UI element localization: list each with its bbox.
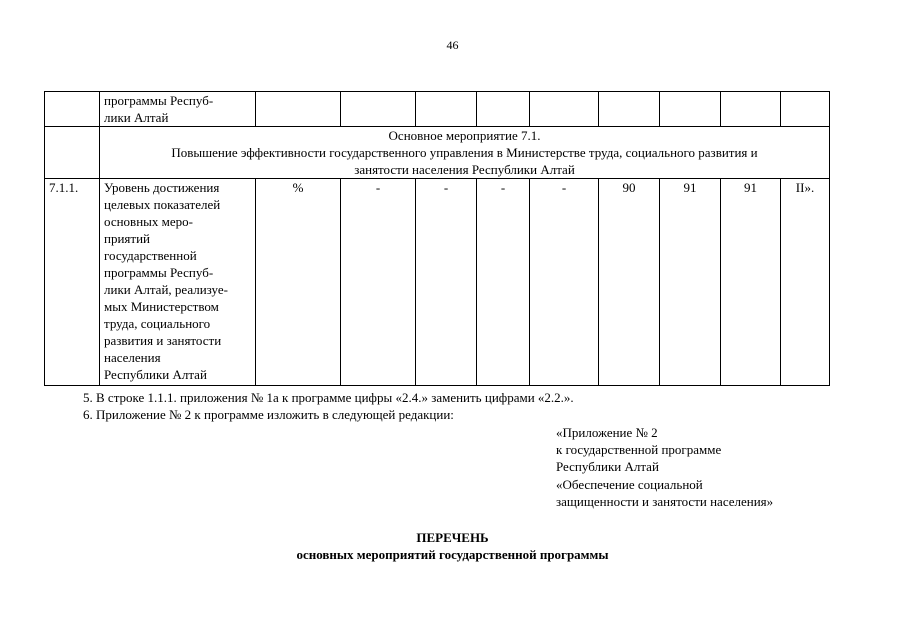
section-header-cell xyxy=(100,127,830,179)
list-subtitle: основных мероприятий государственной программы xyxy=(296,547,609,562)
table-cell xyxy=(416,92,477,127)
table-cell-indicator-text: программы Респуб- лики Алтай xyxy=(100,92,256,127)
page-number: 46 xyxy=(446,38,459,52)
table-cell-value: - xyxy=(477,179,530,386)
table-cell-number: 7.1.1. xyxy=(45,179,100,386)
table-cell xyxy=(781,92,830,127)
table-cell-unit: % xyxy=(256,179,341,386)
table-cell-value: - xyxy=(416,179,477,386)
appendix-line: Республики Алтай xyxy=(556,459,659,475)
table-cell xyxy=(256,92,341,127)
paragraph-6: 6. Приложение № 2 к программе изложить в следующей редакции: xyxy=(83,407,454,422)
table-cell-value: 91 xyxy=(660,179,721,386)
table-cell xyxy=(45,92,100,127)
section-header-line: занятости населения Республики Алтай xyxy=(354,162,575,177)
table-cell xyxy=(721,92,781,127)
appendix-line: защищенности и занятости населения» xyxy=(556,493,774,509)
appendix-reference-block xyxy=(556,424,856,510)
table-cell-value: II». xyxy=(781,179,830,386)
appendix-line: «Приложение № 2 xyxy=(556,425,658,440)
table-cell-value: - xyxy=(530,179,599,386)
section-header-line: Основное мероприятие 7.1. xyxy=(388,128,541,143)
table-row-item xyxy=(45,179,830,386)
appendix-line: к государственной программе xyxy=(556,442,722,458)
table-cell xyxy=(530,92,599,127)
table-cell-value: - xyxy=(341,179,416,386)
table-cell-value: 90 xyxy=(599,179,660,386)
table-row-continuation xyxy=(45,92,830,127)
table-row-section-header xyxy=(45,127,830,179)
indicators-table xyxy=(44,91,830,386)
table-cell xyxy=(45,127,100,179)
table-cell-value: 91 xyxy=(721,179,781,386)
table-cell xyxy=(660,92,721,127)
table-cell xyxy=(341,92,416,127)
table-cell xyxy=(477,92,530,127)
paragraph-5: 5. В строке 1.1.1. приложения № 1а к программе цифры «2.4.» заменить цифрами «2.2.». xyxy=(83,390,574,405)
table-cell-indicator-text: Уровень достижения целевых показателей основных меро- приятий государственной программы Респуб- лики Алтай, реализуе- мых Министерством труда, социального развития и занятости населения Республики Алтай xyxy=(100,179,256,386)
section-header-line: Повышение эффективности государственного управления в Министерстве труда, социального развития и xyxy=(171,145,758,160)
appendix-line: «Обеспечение социальной xyxy=(556,476,703,492)
table-cell xyxy=(599,92,660,127)
list-title: ПЕРЕЧЕНЬ xyxy=(416,530,489,545)
